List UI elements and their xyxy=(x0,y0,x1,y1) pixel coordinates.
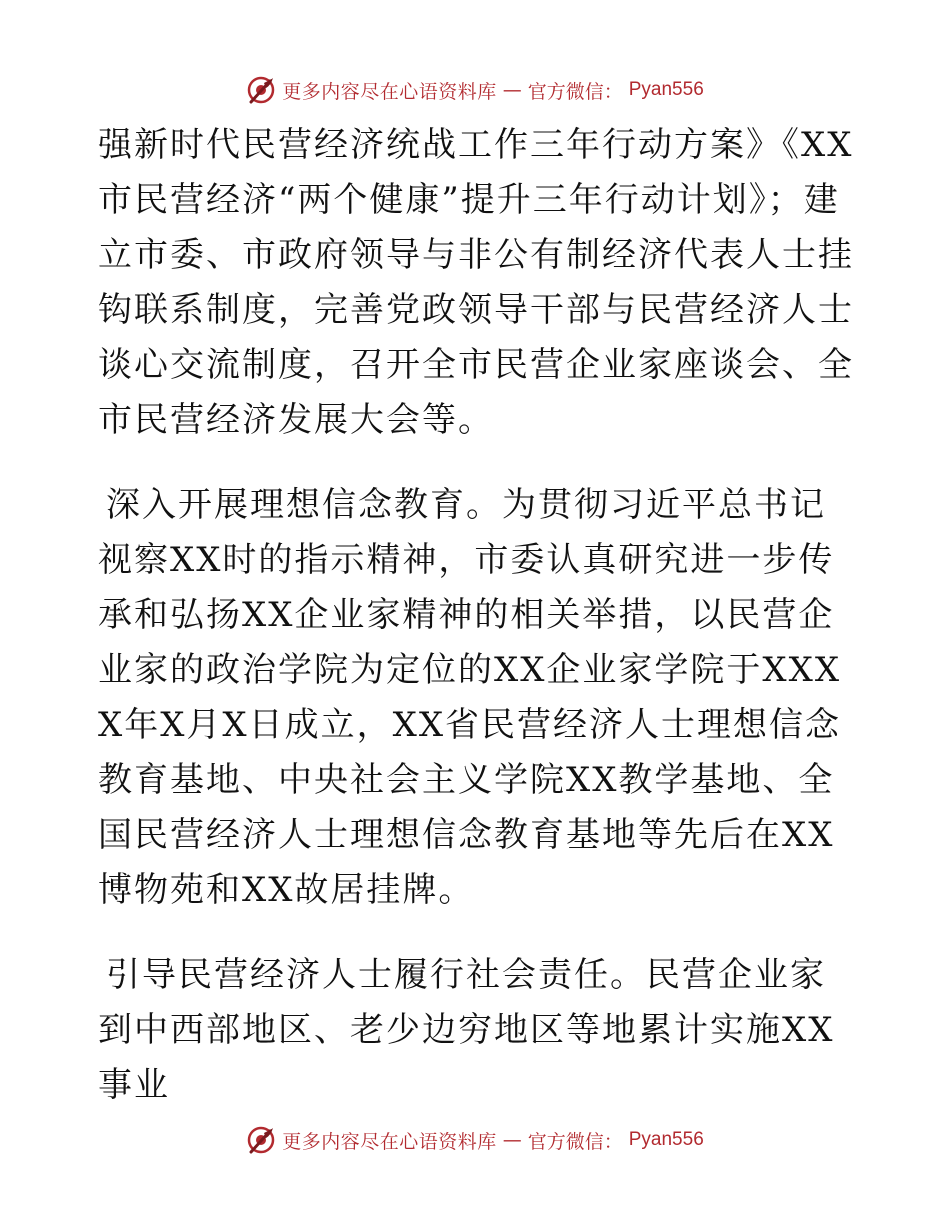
footer-watermark xyxy=(0,1120,950,1160)
watermark-wechat-id: Pyan556 xyxy=(628,1129,704,1150)
watermark-label: 官方微信： xyxy=(527,1130,623,1153)
header-watermark xyxy=(0,70,950,110)
feather-seal-icon xyxy=(246,75,276,105)
paragraph-1: 强新时代民营经济统战工作三年行动方案》《XX市民营经济“两个健康”提升三年行动计划》；建立市委、市政府领导与非公有制经济代表人士挂钩联系制度，完善党政领导干部与民营经济人士谈心交流制度，召开全市民营企业家座谈会、全市民营经济发展大会等。 xyxy=(98,125,854,440)
document-body xyxy=(98,118,858,1113)
watermark-separator: — xyxy=(502,1129,522,1151)
watermark-separator: — xyxy=(502,79,522,101)
watermark-wechat-id: Pyan556 xyxy=(628,79,704,100)
watermark-brand: 更多内容尽在心语资料库 xyxy=(282,1130,497,1153)
feather-seal-icon xyxy=(246,1125,276,1155)
watermark-label: 官方微信： xyxy=(527,80,623,103)
paragraph-2: 深入开展理想信念教育。为贯彻习近平总书记视察XX时的指示精神，市委认真研究进一步传承和弘扬XX企业家精神的相关举措，以民营企业家的政治学院为定位的XX企业家学院于XXXX年X月X日成立，XX省民营经济人士理想信念教育基地、中央社会主义学院XX教学基地、全国民营经济人士理想信念教育基地等先后在XX博物苑和XX故居挂牌。 xyxy=(98,485,842,910)
paragraph-3: 引导民营经济人士履行社会责任。民营企业家到中西部地区、老少边穷地区等地累计实施XX事业 xyxy=(98,955,835,1105)
watermark-brand: 更多内容尽在心语资料库 xyxy=(282,80,497,103)
